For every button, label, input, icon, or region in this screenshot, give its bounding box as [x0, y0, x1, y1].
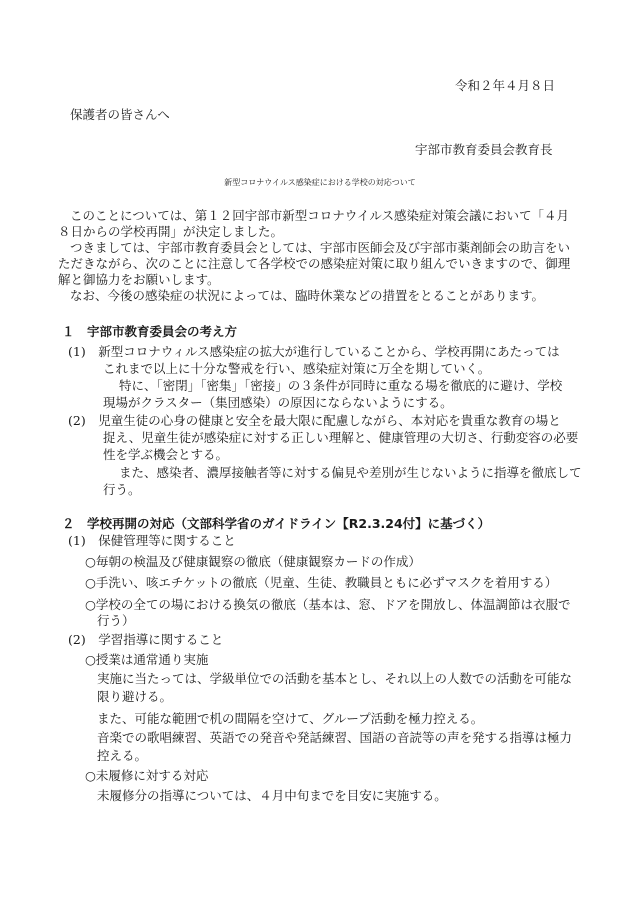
intro-line: このことについては、第１２回宇部市新型コロナウイルス感染症対策会議において「４月: [70, 208, 570, 223]
intro-line: ただきながら、次のことに注意して各学校での感染症対策に取り組んでいきますので、御理: [58, 256, 571, 271]
section-1-line: また、感染者、濃厚接触者等に対する偏見や差別が生じないように指導を徹底して: [119, 465, 582, 480]
section-1-line: 特に、「密閉」「密集」「密接」の３条件が同時に重なる場を徹底的に避け、学校: [119, 378, 563, 393]
section-2-bullet: ○未履修に対する対応: [85, 768, 209, 783]
section-2-line: 限り避ける。: [97, 689, 173, 704]
section-2-line: また、可能な範囲で机の間隔を空けて、グループ活動を極力控える。: [97, 711, 484, 726]
section-1-line: これまで以上に十分な警戒を行い、感染症対策に万全を期していく。: [103, 361, 491, 376]
section-1-line: 行う。: [103, 482, 141, 497]
sender: 宇部市教育委員会教育長: [415, 142, 553, 157]
section-2-line: 音楽での歌唱練習、英語での発音や発話練習、国語の音読等の声を発する指導は極力: [97, 730, 573, 745]
intro-line: 解と御協力をお願いします。: [58, 272, 220, 287]
section-2-line: 未履修分の指導については、４月中旬までを目安に実施する。: [97, 788, 447, 803]
section-2-line: 控える。: [97, 748, 148, 763]
section-1-heading: １ 宇部市教育委員会の考え方: [62, 324, 238, 339]
intro-line: なお、今後の感染症の状況によっては、臨時休業などの措置をとることがあります。: [70, 288, 545, 303]
addressee: 保護者の皆さんへ: [70, 107, 170, 122]
date: 令和２年４月８日: [455, 78, 556, 93]
section-2-bullet: ○毎朝の検温及び健康観察の徹底（健康観察カードの作成）: [85, 554, 421, 569]
document-title: 新型コロナウイルス感染症における学校の対応ついて: [224, 178, 416, 187]
section-2-bullet: ○手洗い、咳エチケットの徹底（児童、生徒、教職員ともに必ずマスクを着用する）: [85, 575, 558, 590]
section-2-line: 行う）: [97, 613, 135, 628]
section-1-line: 捉え、児童生徒が感染症に対する正しい理解と、健康管理の大切さ、行動変容の必要: [103, 430, 579, 445]
section-1-line: 性を学ぶ機会とする。: [103, 447, 229, 462]
section-2-heading: ２ 学校再開の対応（文部科学省のガイドライン【R2.3.24付】に基づく）: [62, 516, 491, 531]
intro-line: ８日からの学校再開」が決定しました。: [58, 224, 284, 239]
section-1-line: (2) 児童生徒の心身の健康と安全を最大限に配慮しながら、本対応を貴重な教育の場と: [68, 413, 561, 428]
subsection-learning-heading: (2) 学習指導に関すること: [68, 632, 224, 647]
section-1-line: (1) 新型コロナウィルス感染症の拡大が進行していることから、学校再開にあたっては: [68, 344, 560, 359]
section-2-bullet: ○授業は通常通り実施: [85, 652, 209, 667]
section-1-line: 現場がクラスター（集団感染）の原因にならないようにする。: [103, 395, 453, 410]
subsection-health-heading: (1) 保健管理等に関すること: [68, 533, 236, 548]
section-2-line: 実施に当たっては、学級単位での活動を基本とし、それ以上の人数での活動を可能な: [97, 671, 573, 686]
intro-line: つきましては、宇部市教育委員会としては、宇部市医師会及び宇部市薬剤師会の助言をい: [70, 240, 571, 255]
section-2-bullet: ○学校の全ての場における換気の徹底（基本は、窓、ドアを開放し、体温調節は衣服で: [85, 597, 571, 612]
